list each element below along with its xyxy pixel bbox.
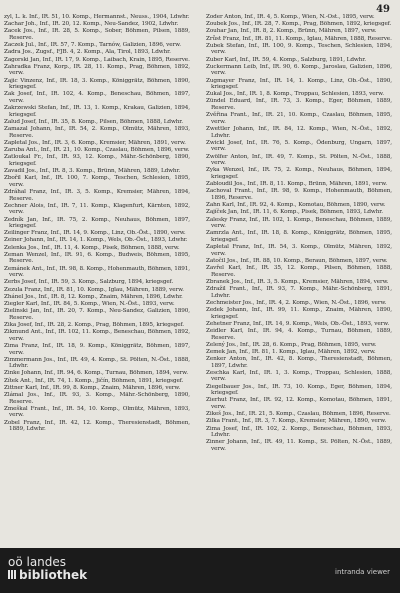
register-entry: Zatočil Jos., Inf., IR. 88, 10. Komp., Beraun, Böhmen, 1897, verw. [206,257,388,264]
page-number: 49 [376,4,390,15]
register-entry: Zedek Johann, Inf., IR. 99, 11. Komp., Znaim, Mähren, 1890, kriegsgef. [206,306,392,320]
register-entry: Zuckermann Leib, Inf., IR. 90, 6. Komp., Jaroslau, Galizien, 1896, verw. [206,63,392,77]
register-entry: Zachar Joh., Inf., IR. 20, 12. Komp., Neu-Sandez, 1902, Ldwhr. [4,21,179,28]
register-entry: Ziegelbauer Jos., Inf., IR. 73, 10. Komp., Eger, Böhmen, 1894, kriegsgef. [206,383,392,397]
register-entry: Zima Josef, Inf., IR. 102, 2. Komp., Beneschau, Böhmen, 1893, Ldwhr. [206,425,392,439]
register-entry: Zatloukal Fr., Inf., IR. 93, 12. Komp., Mähr.-Schönberg, 1890, kriegsgef. [4,154,190,167]
register-entry: Zierhut Franz, Inf., IR. 92, 12. Komp., Komotau, Böhmen, 1891, verw. [206,397,392,411]
register-entry: Zuber Karl, Inf., IR. 59, 4. Komp., Salzburg, 1891, Ldwhr. [206,56,366,63]
register-entry: Zdražil Frant., Inf., IR. 93, 7. Komp., Mähr.-Schönberg, 1891, Ldwhr. [206,286,392,299]
register-entry: Zadra Jos., Zugsf., FJB. 4, 2. Komp., Ala, Tirol, 1893, Ldwhr. [4,49,171,56]
register-entry: Zechner Alois, Inf., IR. 7, 11. Komp., Klagenfurt, Kärnten, 1892, verw. [4,202,190,216]
register-entry: Zedník Jan, Inf., IR. 75, 2. Komp., Neuhaus, Böhmen, 1897, kriegsgef. [4,216,190,230]
register-entry: Zenker Anton, Inf., IR. 42, 8. Komp., Theresienstadt, Böhmen, 1897, Ldwhr. [206,356,392,369]
register-entry: Zeiner Johann, Inf., IR. 14, 1. Komp., Wels, Ob.-Öst., 1893, Ldwhr. [4,237,188,244]
register-entry: Zeidler Karl, Inf., IR. 94, 4. Komp., Turnau, Böhmen, 1889, Reserve. [206,327,392,341]
register-entry: Zítek Ant., Inf., IR. 74, 1. Komp., Jičín, Böhmen, 1891, kriegsgef. [4,377,184,384]
register-entry: Zika Josef, Inf., IR. 28, 2. Komp., Prag, Böhmen, 1895, kriegsgef. [4,321,184,328]
register-entry: Zavřel Karl, Inf., IR. 35, 12. Komp., Pilsen, Böhmen, 1888, Reserve. [206,265,392,278]
register-entry: Zezula Franz, Inf., IR. 81, 10. Komp., Iglau, Mähren, 1889, verw. [4,286,184,293]
register-entry: Zmeškal Frant., Inf., IR. 54, 10. Komp., Olmütz, Mähren, 1893, verw. [4,405,190,419]
register-entry: Zikmund Ant., Inf., IR. 102, 11. Komp., Beneschau, Böhmen, 1892, verw. [4,329,190,342]
register-entry: Zima Franz, Inf., IR. 18, 9. Komp., Königgrätz, Böhmen, 1897, verw. [4,342,190,356]
register-entry: Zugmayer Franz, Inf., IR. 14, 1. Komp., Linz, Ob.-Öst., 1890, kriegsgef. [206,77,392,91]
register-entry: Zvěřina Frant., Inf., IR. 21, 10. Komp., Czaslau, Böhmen, 1895, verw. [206,112,392,125]
logo-line-2: bibliothek [19,568,88,582]
register-entry: Zwölfer Anton, Inf., IR. 49, 7. Komp., St. Pölten, N.-Öst., 1888, verw. [206,153,392,167]
register-entry: Zukal Jos., Inf., IR. 1, 8. Komp., Troppau, Schlesien, 1893, verw. [206,91,384,98]
logo-line-1: oö landes [8,555,67,569]
register-entry: Zinner Johann, Inf., IR. 49, 11. Komp., St. Pölten, N.-Öst., 1889, verw. [206,439,392,452]
register-entry: Zaruba Ant., Inf., IR. 21, 10. Komp., Czaslau, Böhmen, 1896, verw. [4,147,190,153]
register-entry: Zemánek Ant., Inf., IR. 98, 8. Komp., Hohenmauth, Böhmen, 1891, verw. [4,265,190,279]
register-entry: Zrůst Franz, Inf., IR. 81, 11. Komp., Iglau, Mähren, 1888, Reserve. [206,35,392,42]
register-entry: Zdráhal Franz, Inf., IR. 3, 5. Komp., Kremsier, Mähren, 1894, Reserve. [4,188,190,202]
register-entry: Zagorski Jan, Inf., IR. 17, 9. Komp., Laibach, Krain, 1895, Reserve. [4,56,190,63]
register-entry: Zouhar Jan, Inf., IR. 8, 2. Komp., Brünn, Mähren, 1897, verw. [206,28,377,35]
register-entry: Zbořil Karl, Inf., IR. 100, 7. Komp., Teschen, Schlesien, 1895, verw. [4,175,190,188]
logo-bars-icon [8,570,16,579]
register-entry: Zalud Josef, Inf., IR. 35, 8. Komp., Pilsen, Böhmen, 1888, Ldwhr. [4,118,183,125]
register-entry: Zapletal Jos., Inf., IR. 3, 6. Komp., Kremsier, Mähren, 1891, verw. [4,139,186,146]
register-entry: Zajíček Jan, Inf., IR. 11, 6. Komp., Pisek, Böhmen, 1893, Ldwhr. [206,209,383,216]
register-entry: Zehetner Franz, Inf., IR. 14, 9. Komp., Wels, Ob.-Öst., 1893, verw. [206,320,390,327]
library-logo[interactable] [8,556,87,582]
register-entry: Zahn Karl, Inf., IR. 92, 4. Komp., Komotau, Böhmen, 1890, verw. [206,202,386,209]
register-entry: Zlámal Jos., Inf., IR. 93, 3. Komp., Mähr.-Schönberg, 1890, Reserve. [4,392,190,405]
register-entry: zyl, L. k. Inf., IR. 51, 10. Komp., Hermannst., Neuss., 1904, Ldwhr. [4,14,190,20]
register-entry: Zaczek Jul., Inf., IR. 57, 7. Komp., Tarnów, Galizien, 1896, verw. [4,42,181,49]
register-entry: Zakrzewski Stefan, Inf., IR. 13, 1. Komp., Krakau, Galizien, 1894, kriegsgef. [4,105,190,118]
register-entry: Zubek Stefan, Inf., IR. 100, 9. Komp., Teschen, Schlesien, 1894, verw. [206,42,392,56]
register-entry: Zelený Jos., Inf., IR. 28, 6. Komp., Prag, Böhmen, 1895, verw. [206,341,377,348]
register-entry: Zahradka Franz, Korp., IR. 28, 11. Komp., Prag, Böhmen, 1892, verw. [4,63,190,77]
right-text-column [206,14,392,544]
register-entry: Zittner Karl, Inf., IR. 99, 8. Komp., Znaim, Mähren, 1896, verw. [4,384,181,391]
register-entry: Zbranek Jos., Inf., IR. 3, 5. Komp., Kremsier, Mähren, 1894, verw. [206,278,389,285]
register-entry: Zeman Wenzel, Inf., IR. 91, 6. Komp., Budweis, Böhmen, 1895, Reserve. [4,251,190,265]
register-entry: Zilka Frant., Inf., IR. 3, 7. Komp., Kremsier, Mähren, 1890, verw. [206,418,387,425]
register-entry: Zikeš Jos., Inf., IR. 21, 5. Komp., Czaslau, Böhmen, 1896, Reserve. [206,411,391,418]
register-entry: Zerbs Josef, Inf., IR. 59, 3. Komp., Salzburg, 1894, kriegsgef. [4,279,174,286]
register-entry: Zachoval Frant., Inf., IR. 98, 9. Komp., Hohenmauth, Böhmen, 1896, Reserve. [206,188,392,201]
register-entry: Zelenka Jos., Inf., IR. 11, 4. Komp., Pisek, Böhmen, 1888, verw. [4,244,180,251]
register-entry: Zinke Johann, Inf., IR. 94, 6. Komp., Turnau, Böhmen, 1894, verw. [4,370,188,377]
left-text-column [4,14,190,544]
register-entry: Zwettler Johann, Inf., IR. 84, 12. Komp., Wien, N.-Öst., 1892, Ldwhr. [206,126,392,139]
register-entry: Zabloudil Jos., Inf., IR. 8, 11. Komp., Brünn, Mähren, 1891, verw. [206,181,387,188]
register-entry: Zielinski Jan, Inf., IR. 20, 7. Komp., Neu-Sandez, Galizien, 1890, Reserve. [4,308,190,321]
register-entry: Zajic Vinzenz, Inf., IR. 18, 3. Komp., Königgrätz, Böhmen, 1890, kriegsgef. [4,77,190,91]
register-entry: Zalesky Franz, Inf., IR. 102, 1. Komp., Beneschau, Böhmen, 1889, verw. [206,216,392,230]
register-entry: Zimmermann Jos., Inf., IR. 49, 4. Komp., St. Pölten, N.-Öst., 1888, Ldwhr. [4,356,190,370]
register-entry: Zündel Eduard, Inf., IR. 73, 3. Komp., Eger, Böhmen, 1889, Reserve. [206,98,392,112]
register-entry: Zoubek Jos., Inf., IR. 28, 7. Komp., Prag, Böhmen, 1892, kriegsgef. [206,21,392,28]
register-entry: Zamrzla Ant., Inf., IR. 18, 8. Komp., Königgrätz, Böhmen, 1895, kriegsgef. [206,230,392,243]
register-entry: Zobel Franz, Inf., IR. 42, 12. Komp., Theresienstadt, Böhmen, 1889, Ldwhr. [4,419,190,433]
register-entry: Zeilinger Franz, Inf., IR. 14, 9. Komp., Linz, Ob.-Öst., 1890, verw. [4,230,186,237]
viewer-footer [0,548,400,593]
viewer-label: intranda viewer [335,568,390,576]
register-entry: Zyka Wenzel, Inf., IR. 75, 2. Komp., Neuhaus, Böhmen, 1894, kriegsgef. [206,167,392,180]
register-entry: Zoder Anton, Inf., IR. 4, 5. Komp., Wien, N.-Öst., 1895, verw. [206,14,375,20]
register-entry: Zapletal Franz, Inf., IR. 54, 3. Komp., Olmütz, Mähren, 1892, verw. [206,244,392,257]
register-entry: Zamazal Johann, Inf., IR. 54, 2. Komp., Olmütz, Mähren, 1893, Reserve. [4,126,190,139]
register-entry: Zacek Jos., Inf., IR. 28, 5. Komp., Sober, Böhmen, Pilsen, 1889, Reserve. [4,28,190,41]
register-entry: Zemek Jan, Inf., IR. 81, 1. Komp., Iglau, Mähren, 1892, verw. [206,348,376,355]
register-entry: Zwickl Josef, Inf., IR. 76, 5. Komp., Ödenburg, Ungarn, 1897, verw. [206,139,392,153]
register-entry: Zechmeister Jos., Inf., IR. 4, 2. Komp., Wien, N.-Öst., 1896, verw. [206,299,387,306]
register-entry: Zhánel Jos., Inf., IR. 8, 12. Komp., Znaim, Mähren, 1896, Ldwhr. [4,293,183,300]
register-entry: Zak Josef, Inf., IR. 102, 4. Komp., Beneschau, Böhmen, 1897, verw. [4,91,190,104]
register-entry: Ziegler Karl, Inf., IR. 84, 5. Komp., Wien, N.-Öst., 1893, verw. [4,300,175,307]
register-entry: Zeschka Karl, Inf., IR. 1, 3. Komp., Troppau, Schlesien, 1888, verw. [206,369,392,383]
register-entry: Zavadil Jos., Inf., IR. 8, 3. Komp., Brünn, Mähren, 1889, Ldwhr. [4,167,181,174]
